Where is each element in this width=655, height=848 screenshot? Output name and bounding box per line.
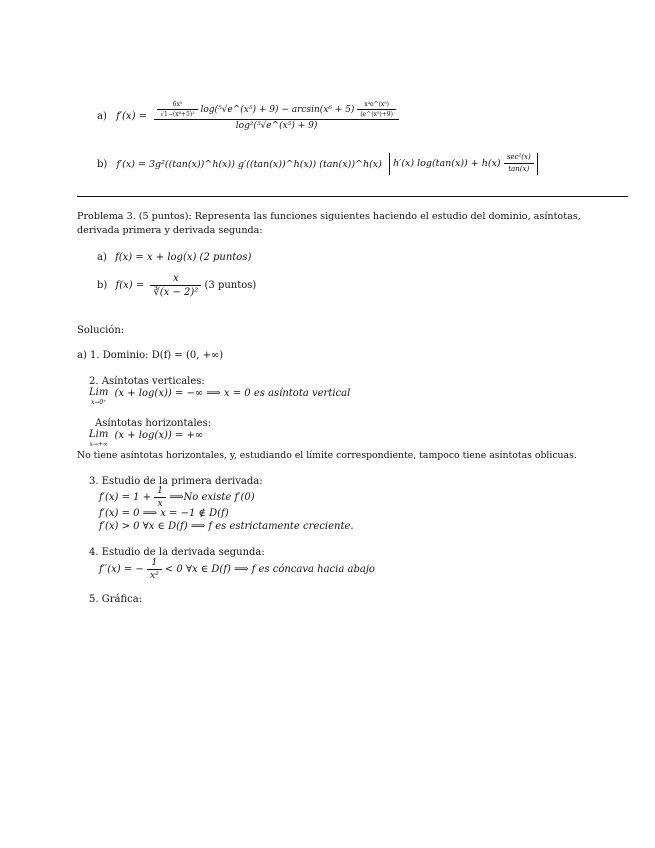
derivative-b [97,153,538,175]
derivative-b-expression: f′(x) = 3g²((tan(x))^h(x)) g′((tan(x))^h(x)) (tan(x))^h(x) [116,158,382,170]
solution-horizontal-asymptotes-title: Asíntotas horizontales: [95,418,212,429]
derivative-a-denominator: log²(⁵√e^(x⁵) + 9) [235,121,318,131]
solution-first-derivative-line3: f′(x) > 0 ∀x ∈ D(f) ⟹ f es estrictamente creciente. [99,521,354,532]
solution-first-derivative-line1: f′(x) = 1 + $\frac{1}{x}$ ⟹No existe f′(0) [99,486,255,509]
problem-item-a: a) f(x) = x + log(x) (2 puntos) [97,252,252,263]
solution-oblique-note: No tiene asíntotas horizontales, y, estudiando el límite correspondiente, tampoco tiene asíntotas oblicuas. [77,450,577,461]
solution-heading: Solución: [77,325,125,336]
problem-heading: Problema 3. (5 puntos): Representa las funciones siguientes haciendo el estudio del dominio, asíntotas, [77,211,581,222]
problem-item-b-fraction: $\frac{x}{\text{∛(x − 2)²}}$ [150,273,201,298]
solution-second-derivative-line: f′′(x) = − $\frac{1}{\text{x²}}$ < 0 ∀x ∈ D(f) ⟹ f es cóncava hacia abajo [99,558,375,581]
problem-item-a-expr: f(x) = x + log(x) (2 puntos) [115,252,252,263]
problem-item-b: b) f(x) = $\frac{x}{\text{∛(x − 2)²}}$ (3 puntos) [97,273,257,298]
derivative-b-bracket-fraction: $\frac{\text{sec²(x)}}{\tan(x)}$ [504,153,534,174]
derivative-a [97,101,399,131]
solution-vertical-asymptotes-limit: Lim x→0⁺ (x + log(x)) = −∞ ⟹ x = 0 es asíntota vertical [89,387,351,406]
section-divider [77,196,628,197]
solution-vertical-asymptotes-title: 2. Asíntotas verticales: [89,376,205,387]
solution-horizontal-asymptotes-limit: Lim x→+∞ (x + log(x)) = +∞ [89,429,204,448]
solution-first-derivative-title: 3. Estudio de la primera derivada: [89,476,263,487]
solution-graph-title: 5. Gráfica: [89,594,143,605]
problem-heading-line2: derivada primera y derivada segunda: [77,225,263,236]
derivative-a-inner-fraction-left: $\frac{\text{6x⁵}}{\text{√1−(x⁶+5)²}}$ [157,101,197,118]
derivative-a-label: a) [97,110,107,122]
solution-second-derivative-title: 4. Estudio de la derivada segunda: [89,547,265,558]
solution-domain: a) 1. Dominio: D(f) = (0, +∞) [77,350,224,361]
derivative-a-main-fraction [154,101,399,131]
derivative-a-numerator-text: log(⁵√e^(x⁵) + 9) − arcsin(x⁶ + 5) [200,105,355,115]
derivative-b-label: b) [97,158,108,170]
solution-first-derivative-line2: f′(x) = 0 ⟹ x = −1 ∉ D(f) [99,508,229,519]
derivative-a-inner-fraction-right: $\frac{\text{x⁴e\textasciicircum{}(x⁵)}}{\text{(e\textasciicircum{}(x⁵)+9)}}$ [357,101,396,118]
derivative-a-lhs: f′(x) = [116,110,148,122]
derivative-b-bracket: h′(x) log(tan(x)) + h(x) $\frac{\text{sec²(x)}}{\tan(x)}$ [389,153,538,175]
